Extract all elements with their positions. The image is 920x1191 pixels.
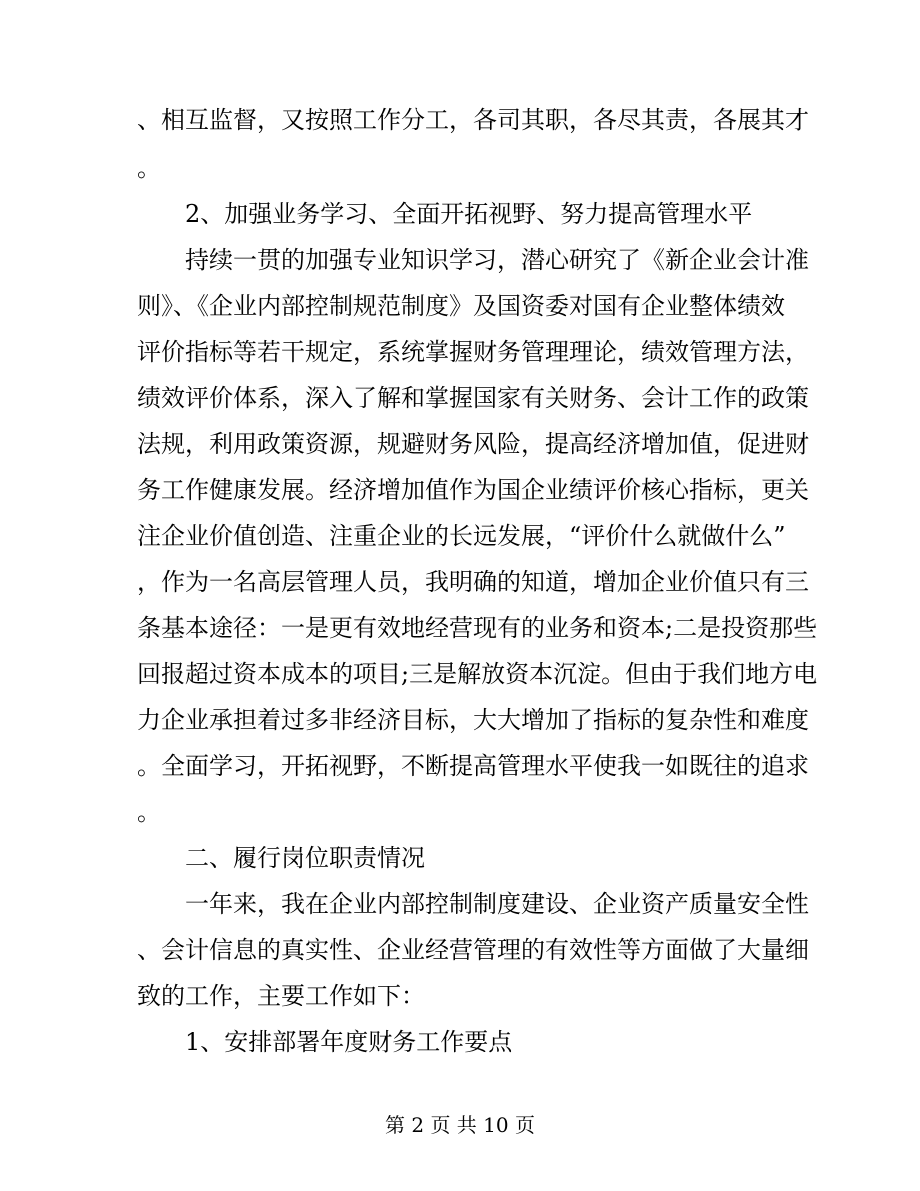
paragraph-line: 力企业承担着过多非经济目标，大大增加了指标的复杂性和难度 <box>137 706 809 734</box>
paragraph-line: 绩效评价体系，深入了解和掌握国家有关财务、会计工作的政策 <box>137 384 809 412</box>
paragraph-line: 。 <box>137 798 161 826</box>
paragraph-line: 回报超过资本成本的项目;三是解放资本沉淀。但由于我们地方电 <box>137 660 818 688</box>
paragraph-line: 、会计信息的真实性、企业经营管理的有效性等方面做了大量细 <box>137 936 809 964</box>
paragraph-line: 评价指标等若干规定，系统掌握财务管理理论，绩效管理方法， <box>137 338 809 366</box>
section-heading: 1、安排部署年度财务工作要点 <box>185 1028 513 1056</box>
paragraph-line: ，作为一名高层管理人员，我明确的知道，增加企业价值只有三 <box>137 568 809 596</box>
page-footer: 第 2 页 共 10 页 <box>385 1113 535 1137</box>
paragraph-line: 持续一贯的加强专业知识学习，潜心研究了《新企业会计准 <box>185 246 809 274</box>
paragraph-line: 则》、《企业内部控制规范制度》及国资委对国有企业整体绩效 <box>137 292 785 320</box>
paragraph-line: 务工作健康发展。经济增加值作为国企业绩评价核心指标，更关 <box>137 476 809 504</box>
text-line: 。 <box>137 154 161 182</box>
paragraph-line: 条基本途径：一是更有效地经营现有的业务和资本;二是投资那些 <box>137 614 818 642</box>
text-line: 、相互监督，又按照工作分工，各司其职，各尽其责，各展其才 <box>137 106 809 134</box>
section-heading: 2、加强业务学习、全面开拓视野、努力提高管理水平 <box>185 200 753 228</box>
section-heading: 二、履行岗位职责情况 <box>185 844 425 872</box>
paragraph-line: 。全面学习，开拓视野，不断提高管理水平使我一如既往的追求 <box>137 752 809 780</box>
paragraph-line: 注企业价值创造、注重企业的长远发展，“评价什么就做什么” <box>137 522 786 550</box>
paragraph-line: 一年来，我在企业内部控制制度建设、企业资产质量安全性 <box>185 890 809 918</box>
paragraph-line: 致的工作，主要工作如下： <box>137 982 425 1010</box>
paragraph-line: 法规，利用政策资源，规避财务风险，提高经济增加值，促进财 <box>137 430 809 458</box>
